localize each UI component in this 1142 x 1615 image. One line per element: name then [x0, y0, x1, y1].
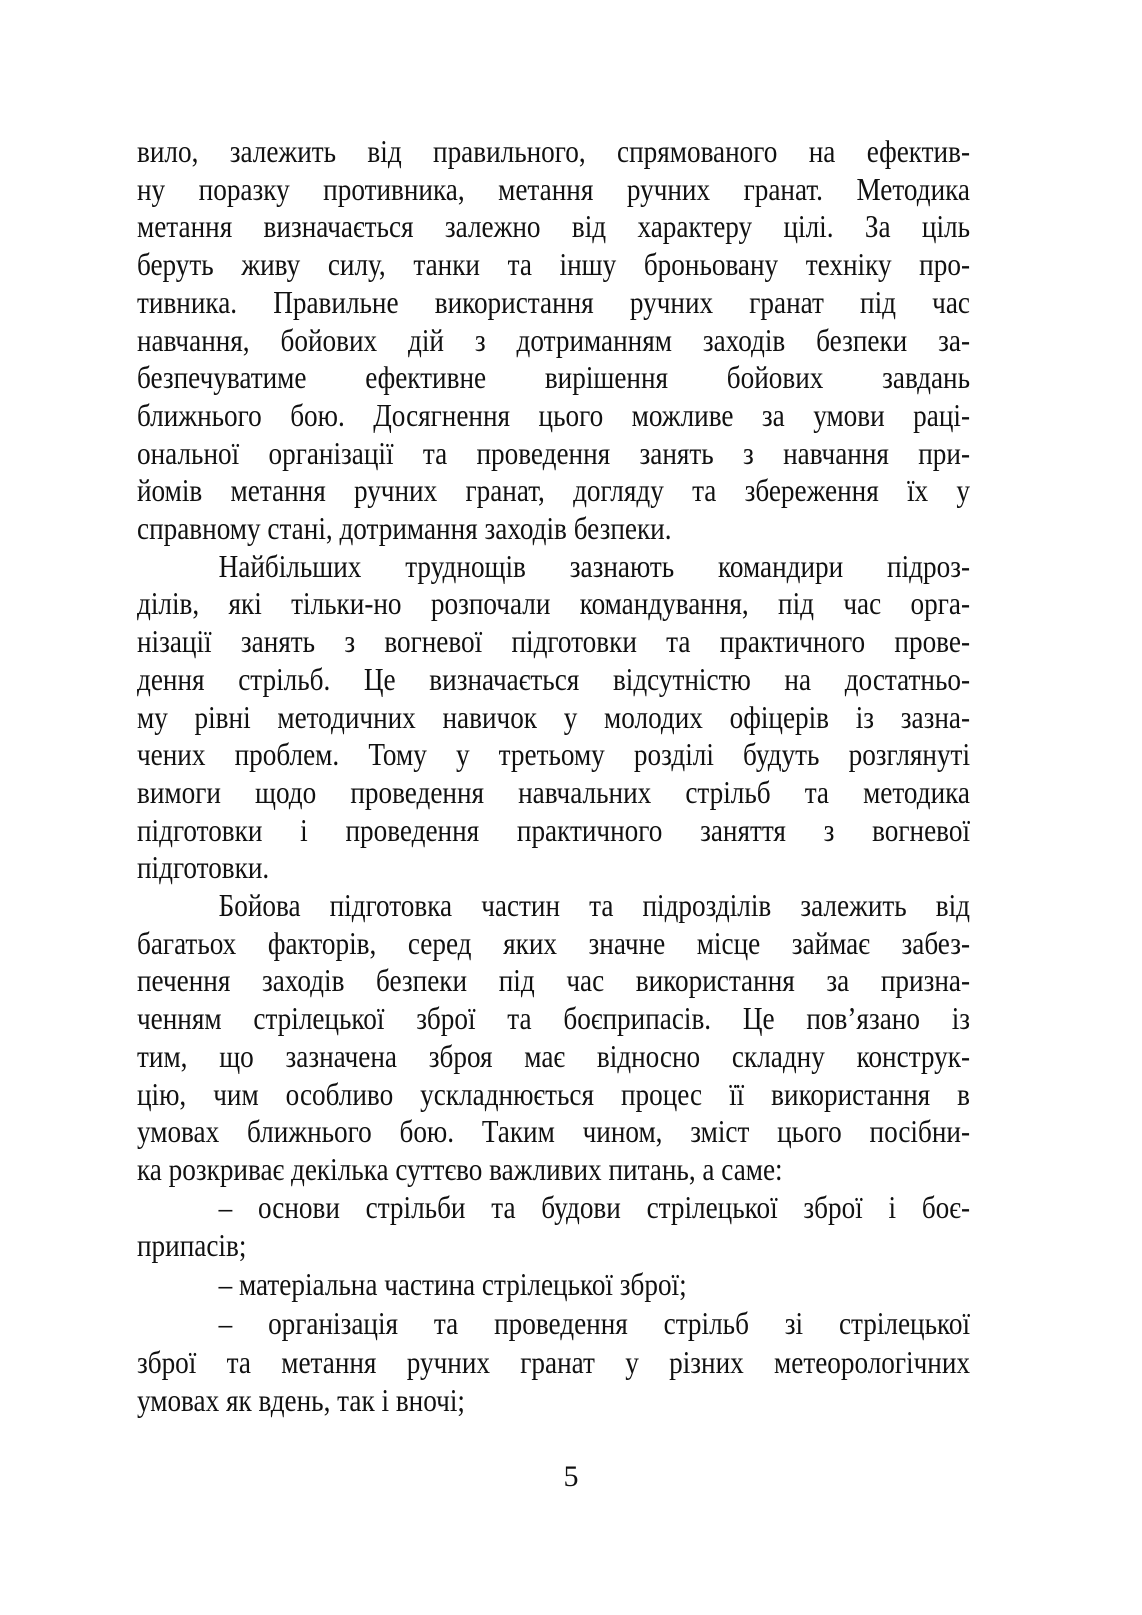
- text-line: умовах ближнього бою. Таким чином, зміст цього посібни-: [137, 1113, 970, 1150]
- text-line: умовах як вдень, так і вночі;: [137, 1382, 465, 1419]
- text-line: – основи стрільби та будови стрілецької зброї і боє-: [218, 1188, 971, 1225]
- text-line: багатьох факторів, серед яких значне місце займає забез-: [137, 924, 970, 961]
- text-line: дення стрільб. Це визначається відсутністю на достатньо-: [137, 660, 970, 697]
- text-line: тим, що зазначена зброя має відносно складну конструк-: [137, 1037, 970, 1074]
- text-line: підготовки і проведення практичного заняття з вогневої: [137, 811, 970, 848]
- list-item: [137, 1189, 970, 1265]
- text-line: вимоги щодо проведення навчальних стрільб та методика: [137, 773, 970, 810]
- list-item: [137, 1266, 970, 1304]
- text-line: навчання, бойових дій з дотриманням заходів безпеки за-: [137, 321, 970, 358]
- text-line: підготовки.: [137, 849, 270, 886]
- list-item: [137, 1305, 970, 1420]
- text-line: нізації занять з вогневої підготовки та практичного прове-: [137, 623, 970, 660]
- text-line: безпечуватиме ефективне вирішення бойових завдань: [137, 359, 970, 396]
- text-line: Бойова підготовка частин та підрозділів залежить від: [218, 887, 971, 924]
- paragraph: [137, 133, 970, 548]
- text-line: ну поразку противника, метання ручних гранат. Методика: [137, 170, 970, 207]
- text-line: тивника. Правильне використання ручних гранат під час: [137, 283, 970, 320]
- text-line: йомів метання ручних гранат, догляду та збереження їх у: [137, 472, 970, 509]
- paragraph: [137, 887, 970, 1189]
- text-line: му рівні методичних навичок у молодих офіцерів із зазна-: [137, 698, 970, 735]
- text-line: зброї та метання ручних гранат у різних метеорологічних: [137, 1343, 970, 1380]
- page-number: 5: [563, 1460, 579, 1493]
- text-line: справному стані, дотримання заходів безпеки.: [137, 510, 672, 547]
- text-line: ченням стрілецької зброї та боєприпасів. Це пов’язано із: [137, 1000, 970, 1037]
- text-line: ка розкриває декілька суттєво важливих питань, а саме:: [137, 1150, 783, 1187]
- text-line: припасів;: [137, 1227, 247, 1264]
- text-line: цію, чим особливо ускладнюється процес її використання в: [137, 1075, 970, 1112]
- text-line: вило, залежить від правильного, спрямованого на ефектив-: [137, 133, 970, 169]
- text-line: ділів, які тільки-но розпочали командування, під час орга-: [137, 585, 970, 622]
- text-line: – матеріальна частина стрілецької зброї;: [218, 1266, 687, 1303]
- paragraph: [137, 548, 970, 887]
- text-line: беруть живу силу, танки та іншу броньовану техніку про-: [137, 246, 970, 283]
- body-text: [137, 133, 970, 1421]
- text-line: – організація та проведення стрільб зі стрілецької: [218, 1304, 971, 1341]
- text-line: ональної організації та проведення занять з навчання при-: [137, 434, 970, 471]
- text-line: чених проблем. Тому у третьому розділі будуть розглянуті: [137, 736, 970, 773]
- text-line: метання визначається залежно від характеру цілі. За ціль: [137, 208, 970, 245]
- text-line: Найбільших труднощів зазнають командири підроз-: [218, 547, 971, 584]
- text-line: печення заходів безпеки під час використання за призна-: [137, 962, 970, 999]
- text-line: ближнього бою. Досягнення цього можливе за умови раці-: [137, 396, 970, 433]
